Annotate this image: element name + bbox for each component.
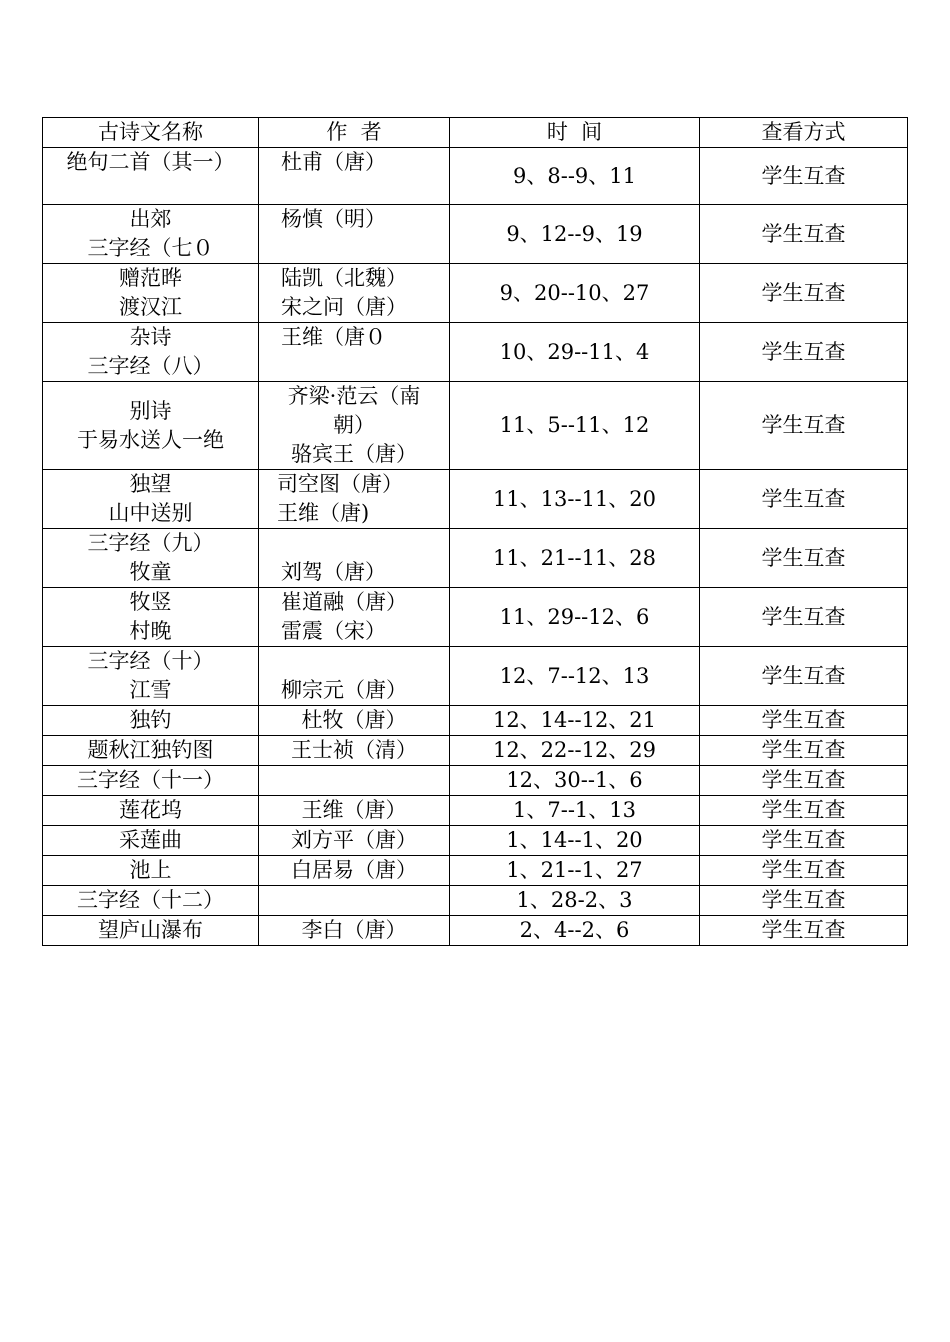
poem-title: 独钓: [129, 708, 172, 732]
poem-author: 柳宗元（唐）: [281, 678, 407, 702]
check-method: 学生互查: [700, 706, 908, 736]
poem-title: 村晚: [129, 619, 172, 643]
study-period: 1、7--1、13: [450, 796, 700, 826]
study-period: 12、14--12、21: [450, 706, 700, 736]
poem-author-cell: [259, 706, 450, 736]
table-row: [43, 706, 908, 736]
poem-title: 于易水送人一绝: [77, 427, 224, 452]
study-period: 9、8--9、11: [450, 148, 700, 205]
poem-author: 齐梁·范云（南: [287, 384, 421, 408]
poem-title: 渡汉江: [119, 295, 182, 319]
poem-author-cell: [259, 796, 450, 826]
poem-title: 牧童: [129, 560, 172, 584]
poem-title: 三字经（十一）: [77, 768, 224, 792]
poem-title: 采莲曲: [119, 828, 182, 852]
poem-author: 刘驾（唐）: [281, 560, 386, 584]
study-period: 12、7--12、13: [450, 647, 700, 706]
header-method: 查看方式: [700, 118, 908, 148]
poem-author: 崔道融（唐）: [281, 590, 407, 614]
poem-author-cell: [259, 588, 450, 647]
poem-author: 李白（唐）: [301, 918, 407, 942]
poem-author-cell: [259, 470, 450, 529]
poem-title: 池上: [129, 858, 172, 882]
check-method: 学生互查: [700, 323, 908, 382]
poem-title: 莲花坞: [119, 798, 182, 822]
poem-author: 杨慎（明）: [281, 207, 386, 231]
poem-author-cell: [259, 736, 450, 766]
check-method: 学生互查: [700, 736, 908, 766]
table-row: [43, 529, 908, 588]
poem-author-cell: [259, 323, 450, 382]
study-period: 9、20--10、27: [450, 264, 700, 323]
check-method: 学生互查: [700, 916, 908, 946]
poem-author-cell: [259, 916, 450, 946]
poem-title: 三字经（十二）: [77, 888, 224, 912]
check-method: 学生互查: [700, 148, 908, 205]
table-row: [43, 736, 908, 766]
study-period: 2、4--2、6: [450, 916, 700, 946]
table-row: [43, 856, 908, 886]
poem-author-cell: [259, 382, 450, 470]
table-row: [43, 323, 908, 382]
table-row: [43, 916, 908, 946]
check-method: 学生互查: [700, 796, 908, 826]
poem-title: 三字经（十）: [87, 649, 214, 673]
check-method: 学生互查: [700, 886, 908, 916]
poem-title: 独望: [129, 472, 172, 496]
poem-author: 骆宾王（唐）: [291, 442, 417, 466]
poem-title-cell: [43, 736, 259, 766]
table-row: [43, 148, 908, 205]
table-row: [43, 886, 908, 916]
check-method: 学生互查: [700, 529, 908, 588]
poem-author: 王士祯（清）: [291, 738, 417, 762]
poem-author: 陆凯（北魏）: [281, 266, 407, 290]
study-period: 10、29--11、4: [450, 323, 700, 382]
table-row: [43, 470, 908, 529]
poem-author: 白居易（唐）: [291, 858, 417, 882]
poem-title: 牧竖: [129, 590, 172, 614]
poem-title-cell: [43, 796, 259, 826]
table-row: [43, 647, 908, 706]
check-method: 学生互查: [700, 856, 908, 886]
poem-title-cell: [43, 886, 259, 916]
poem-title-cell: [43, 205, 259, 264]
study-period: 11、5--11、12: [450, 382, 700, 470]
poem-title: 望庐山瀑布: [98, 918, 203, 942]
study-period: 11、13--11、20: [450, 470, 700, 529]
check-method: 学生互查: [700, 826, 908, 856]
poem-title-cell: [43, 588, 259, 647]
poem-title-cell: [43, 323, 259, 382]
poem-author: 刘方平（唐）: [291, 828, 417, 852]
study-period: 1、28-2、3: [450, 886, 700, 916]
study-period: 1、14--1、20: [450, 826, 700, 856]
poem-title: 江雪: [129, 678, 172, 702]
poem-title: 别诗: [129, 398, 172, 423]
poem-title-cell: [43, 529, 259, 588]
poem-title-cell: [43, 148, 259, 205]
poem-author: 宋之问（唐）: [281, 295, 407, 319]
poem-author: 王维（唐０: [281, 325, 386, 349]
poem-title: 三字经（八）: [87, 354, 214, 378]
poem-author: 雷震（宋）: [281, 619, 386, 643]
header-author: 作 者: [259, 118, 450, 148]
check-method: 学生互查: [700, 470, 908, 529]
poem-author: 司空图（唐）: [277, 472, 403, 496]
poem-title: 杂诗: [129, 325, 172, 349]
study-period: 11、21--11、28: [450, 529, 700, 588]
check-method: 学生互查: [700, 766, 908, 796]
study-period: 11、29--12、6: [450, 588, 700, 647]
check-method: 学生互查: [700, 588, 908, 647]
poem-title: 山中送别: [108, 501, 193, 525]
header-row: [43, 118, 908, 148]
poem-author-cell: [259, 886, 450, 916]
poem-author: 杜牧（唐）: [301, 708, 407, 732]
poem-title-cell: [43, 647, 259, 706]
poem-author: 朝）: [333, 413, 375, 437]
poem-title-cell: [43, 826, 259, 856]
check-method: 学生互查: [700, 264, 908, 323]
poem-title: 题秋江独钓图: [87, 738, 214, 762]
check-method: 学生互查: [700, 647, 908, 706]
poem-title: 三字经（九）: [87, 531, 214, 555]
poem-author: 王维（唐): [277, 501, 370, 525]
header-title: 古诗文名称: [43, 118, 259, 148]
poem-title-cell: [43, 470, 259, 529]
study-period: 12、30--1、6: [450, 766, 700, 796]
poem-title-cell: [43, 766, 259, 796]
table-row: [43, 205, 908, 264]
poem-title-cell: [43, 382, 259, 470]
poem-author-cell: [259, 856, 450, 886]
check-method: 学生互查: [700, 205, 908, 264]
poem-title: 绝句二首（其一）: [66, 150, 235, 174]
poem-title-cell: [43, 706, 259, 736]
table-row: [43, 382, 908, 470]
poem-title: 三字经（七０: [87, 236, 214, 260]
poem-author: 王维（唐）: [301, 798, 407, 822]
poem-author-cell: [259, 264, 450, 323]
poem-author: 杜甫（唐）: [281, 150, 386, 174]
table-row: [43, 826, 908, 856]
poem-title-cell: [43, 264, 259, 323]
table-row: [43, 796, 908, 826]
table-row: [43, 766, 908, 796]
poem-schedule-table: [42, 117, 908, 946]
poem-author-cell: [259, 205, 450, 264]
table-row: [43, 588, 908, 647]
study-period: 9、12--9、19: [450, 205, 700, 264]
poem-title: 出郊: [129, 207, 172, 231]
poem-author-cell: [259, 647, 450, 706]
poem-title-cell: [43, 856, 259, 886]
poem-author-cell: [259, 148, 450, 205]
poem-author-cell: [259, 529, 450, 588]
check-method: 学生互查: [700, 382, 908, 470]
study-period: 1、21--1、27: [450, 856, 700, 886]
table-row: [43, 264, 908, 323]
poem-title: 赠范晔: [119, 266, 182, 290]
study-period: 12、22--12、29: [450, 736, 700, 766]
header-time: 时 间: [450, 118, 700, 148]
poem-author-cell: [259, 766, 450, 796]
poem-title-cell: [43, 916, 259, 946]
poem-author-cell: [259, 826, 450, 856]
